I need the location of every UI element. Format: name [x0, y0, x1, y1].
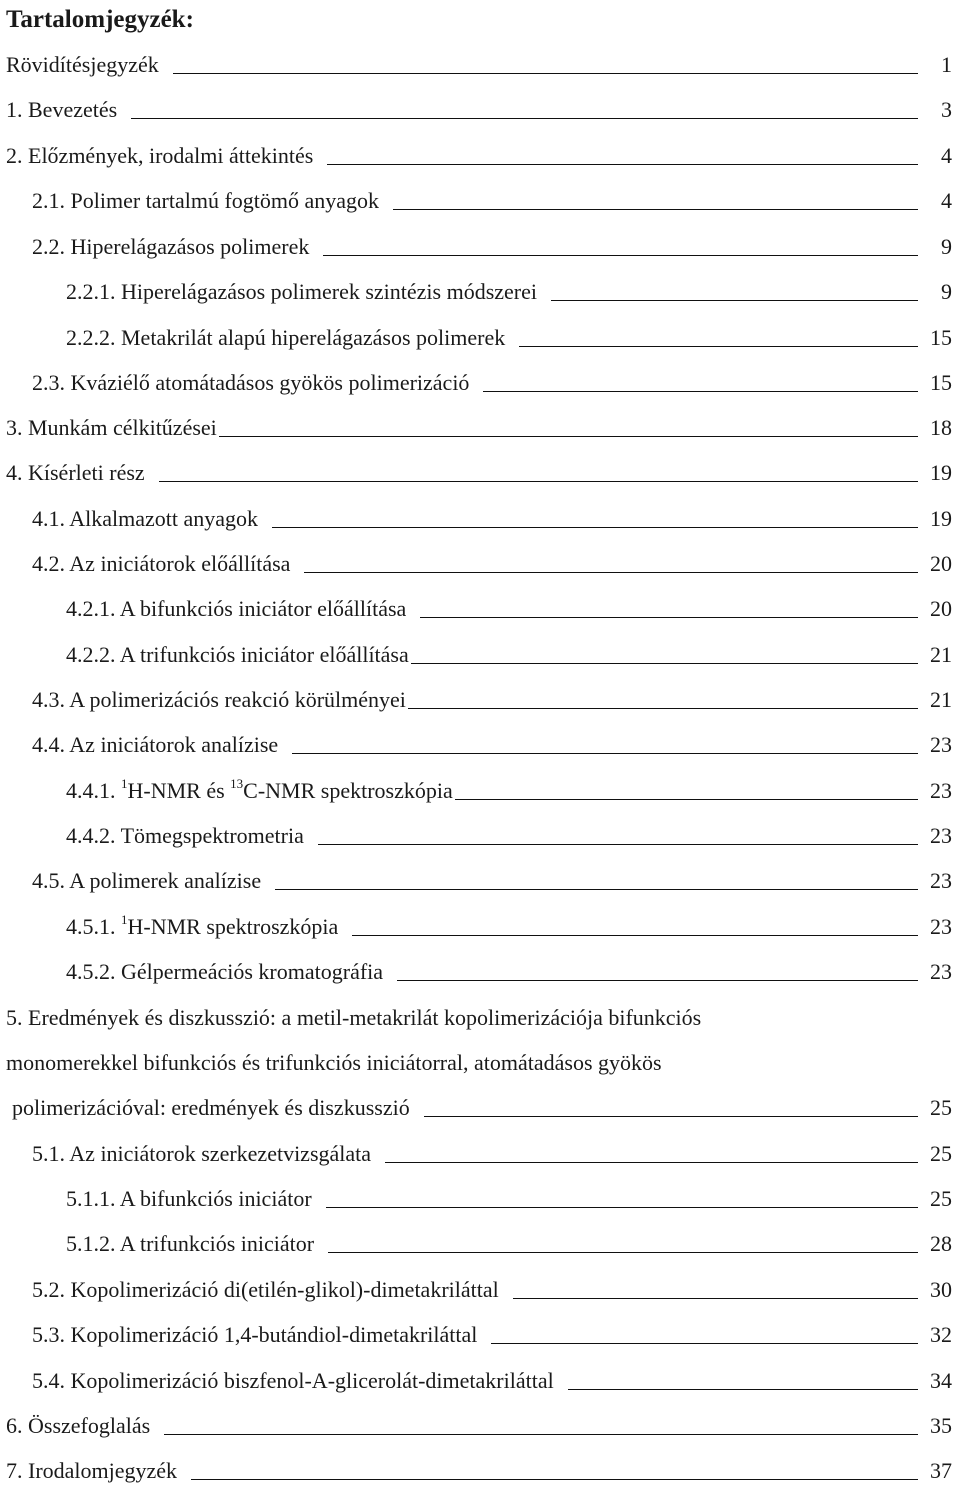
leader-line	[326, 1207, 918, 1208]
toc-entry-page: 15	[930, 325, 952, 350]
toc-entry-page: 34	[930, 1368, 952, 1393]
toc-entry-line: 5. Eredmények és diszkusszió: a metil-metakrilát kopolimerizációja bifunkciós	[6, 1005, 702, 1030]
leader-line	[513, 1298, 918, 1299]
toc-entry-label: 5.1. Az iniciátorok szerkezetvizsgálata	[32, 1141, 372, 1166]
toc-entry-label: 2.1. Polimer tartalmú fogtömő anyagok	[32, 188, 380, 213]
toc-entry-label	[66, 912, 338, 942]
toc-entry-label: 4.5.2. Gélpermeációs kromatográfia	[66, 959, 384, 984]
toc-entry-page: 35	[930, 1413, 952, 1438]
toc-entry[interactable]	[6, 1456, 952, 1486]
toc-entry-page: 4	[941, 188, 952, 213]
toc-entry-page: 28	[930, 1231, 952, 1256]
toc-entry-label: Rövidítésjegyzék	[6, 52, 159, 77]
toc-entry-page: 15	[930, 370, 952, 395]
toc-entry-label: 5.3. Kopolimerizáció 1,4-butándiol-dimetakriláttal	[32, 1322, 478, 1347]
toc-entry-label: 6. Összefoglalás	[6, 1413, 151, 1438]
toc-entry-page: 3	[941, 97, 952, 122]
toc-entry-label: 4.2.2. A trifunkciós iniciátor előállítása	[66, 642, 409, 667]
toc-entry-label: 1. Bevezetés	[6, 97, 118, 122]
toc-entry-label: 5.2. Kopolimerizáció di(etilén-glikol)-dimetakriláttal	[32, 1277, 499, 1302]
toc-entry-label: polimerizációval: eredmények és diszkusszió	[12, 1095, 410, 1120]
toc-title: Tartalomjegyzék:	[6, 6, 194, 33]
toc-entry[interactable]	[66, 640, 952, 670]
leader-line	[173, 73, 918, 74]
toc-entry-page: 21	[930, 687, 952, 712]
toc-entry-page: 30	[930, 1277, 952, 1302]
leader-line	[455, 799, 918, 800]
leader-line	[131, 118, 918, 119]
label-prefix: 4.5.1.	[66, 914, 121, 939]
toc-entry[interactable]	[32, 866, 952, 896]
toc-entry[interactable]	[66, 323, 952, 353]
toc-entry-label: 4.1. Alkalmazott anyagok	[32, 506, 259, 531]
toc-entry[interactable]	[32, 685, 952, 715]
leader-line	[424, 1116, 918, 1117]
leader-line	[159, 481, 918, 482]
toc-entry[interactable]	[66, 821, 952, 851]
toc-entry-page: 20	[930, 596, 952, 621]
toc-entry[interactable]	[32, 232, 952, 262]
toc-entry-page: 20	[930, 551, 952, 576]
leader-line	[397, 980, 918, 981]
toc-entry-label: 4.2.1. A bifunkciós iniciátor előállítása	[66, 596, 407, 621]
toc-entry-label: 7. Irodalomjegyzék	[6, 1458, 178, 1483]
toc-entry[interactable]	[32, 186, 952, 216]
toc-entry-label: 2. Előzmények, irodalmi áttekintés	[6, 143, 314, 168]
toc-entry[interactable]	[6, 50, 952, 80]
toc-entry[interactable]	[32, 1275, 952, 1305]
toc-entry[interactable]	[6, 458, 952, 488]
toc-entry-page: 1	[941, 52, 952, 77]
toc-entry[interactable]	[66, 594, 952, 624]
toc-entry-page: 37	[930, 1458, 952, 1483]
toc-entry-page: 23	[930, 914, 952, 939]
toc-entry-label: 4.5. A polimerek analízise	[32, 868, 262, 893]
toc-entry[interactable]	[6, 413, 952, 443]
toc-entry-page: 25	[930, 1095, 952, 1120]
toc-entry[interactable]	[32, 504, 952, 534]
toc-entry-page: 19	[930, 506, 952, 531]
leader-line	[385, 1162, 918, 1163]
toc-entry-page: 18	[930, 415, 952, 440]
toc-entry-page: 23	[930, 778, 952, 803]
leader-line	[483, 391, 918, 392]
toc-entry[interactable]	[66, 957, 952, 987]
toc-entry[interactable]	[32, 1320, 952, 1350]
leader-line	[219, 436, 918, 437]
toc-entry-label: 2.3. Kváziélő atomátadásos gyökös polimerizáció	[32, 370, 470, 395]
toc-entry-page: 25	[930, 1186, 952, 1211]
toc-entry-page: 19	[930, 460, 952, 485]
leader-line	[328, 1252, 918, 1253]
toc-entry-page: 4	[941, 143, 952, 168]
leader-line	[420, 617, 918, 618]
toc-entry-label: 4.4. Az iniciátorok analízise	[32, 732, 279, 757]
leader-line	[292, 753, 918, 754]
toc-entry-label: 4.2. Az iniciátorok előállítása	[32, 551, 291, 576]
leader-line	[164, 1434, 918, 1435]
toc-entry-label	[66, 776, 453, 806]
superscript: 1	[121, 912, 128, 927]
toc-entry-label: 4.3. A polimerizációs reakció körülményei	[32, 687, 406, 712]
toc-entry-label: 2.2.2. Metakrilát alapú hiperelágazásos polimerek	[66, 325, 506, 350]
label-suffix: H-NMR spektroszkópia	[127, 914, 339, 939]
leader-line	[327, 164, 918, 165]
toc-entry[interactable]	[66, 1229, 952, 1259]
toc-entry-label: 5.4. Kopolimerizáció biszfenol-A-glicerolát-dimetakriláttal	[32, 1368, 554, 1393]
toc-entry[interactable]	[66, 277, 952, 307]
toc-entry-page: 25	[930, 1141, 952, 1166]
superscript: 13	[230, 776, 244, 791]
superscript: 1	[121, 776, 128, 791]
leader-line	[191, 1479, 918, 1480]
leader-line	[318, 844, 918, 845]
label-prefix: 4.4.1.	[66, 778, 121, 803]
toc-entry[interactable]	[66, 912, 952, 942]
toc-entry-label: 2.2.1. Hiperelágazásos polimerek szintézis módszerei	[66, 279, 538, 304]
toc-entry[interactable]	[32, 1366, 952, 1396]
toc-entry[interactable]	[12, 1093, 952, 1123]
leader-line	[352, 935, 918, 936]
leader-line	[393, 209, 918, 210]
toc-entry[interactable]	[6, 95, 952, 125]
leader-line	[519, 346, 918, 347]
toc-entry-line: monomerekkel bifunkciós és trifunkciós iniciátorral, atomátadásos gyökös	[6, 1050, 662, 1075]
toc-entry-page: 23	[930, 868, 952, 893]
toc-entry-page: 9	[941, 279, 952, 304]
label-mid: H-NMR és	[127, 778, 231, 803]
toc-entry[interactable]	[32, 549, 952, 579]
toc-entry-label: 2.2. Hiperelágazásos polimerek	[32, 234, 310, 259]
leader-line	[411, 663, 918, 664]
leader-line	[304, 572, 918, 573]
toc-entry-label: 5.1.2. A trifunkciós iniciátor	[66, 1231, 315, 1256]
toc-entry-page: 32	[930, 1322, 952, 1347]
toc-entry[interactable]	[6, 141, 952, 171]
toc-entry-page: 21	[930, 642, 952, 667]
toc-entry[interactable]	[6, 1411, 952, 1441]
label-suffix: C-NMR spektroszkópia	[243, 778, 453, 803]
toc-entry-label: 4.4.2. Tömegspektrometria	[66, 823, 304, 848]
toc-entry[interactable]	[32, 1139, 952, 1169]
leader-line	[408, 708, 918, 709]
toc-entry-page: 23	[930, 959, 952, 984]
toc-entry-page: 23	[930, 732, 952, 757]
leader-line	[551, 300, 918, 301]
toc-entry-label: 5.1.1. A bifunkciós iniciátor	[66, 1186, 312, 1211]
toc-entry-label: 3. Munkám célkitűzései	[6, 415, 217, 440]
leader-line	[568, 1389, 918, 1390]
toc-entry[interactable]	[66, 776, 952, 806]
leader-line	[323, 255, 918, 256]
toc-entry-label: 4. Kísérleti rész	[6, 460, 145, 485]
toc-entry[interactable]	[66, 1184, 952, 1214]
toc-entry-page: 9	[941, 234, 952, 259]
leader-line	[272, 527, 918, 528]
toc-entry-page: 23	[930, 823, 952, 848]
toc-entry[interactable]	[32, 730, 952, 760]
toc-entry[interactable]	[32, 368, 952, 398]
leader-line	[275, 889, 918, 890]
leader-line	[491, 1343, 918, 1344]
